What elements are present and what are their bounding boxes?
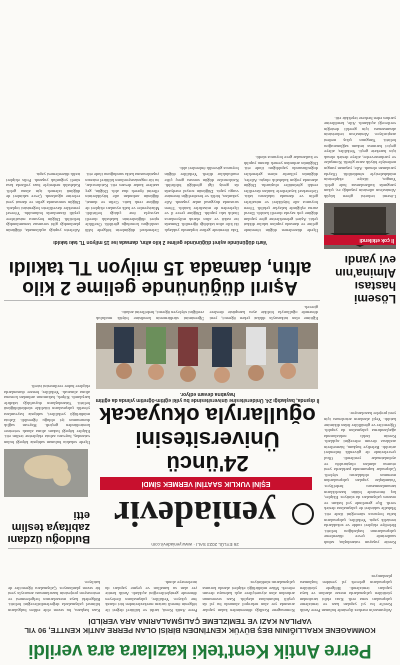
body-text-column: İlçede sokakta bulunan sahipsiz köpeği bulan vatandaş, hayvanı zabıta ekiplerine teslim etti. Ekipler köpeği bakım altına alarak veteriner kontrolünden geçirdi. Hayvan sağlık durumunun iyi olduğu öğrenildi. Zabıta müdürlüğü yetkilileri, sahipsiz hayvanlara yönelik çalışmaların titizlikle sürdürüldüğünü belirtti. Vatandaşların duyarlılığı takdirle karşılandı. Köpek, bakımının ardından koruma altına alınacak. Yetkililer, benzer durumlarda ekiplere haber verilmesini istedi. [4, 384, 90, 445]
dog-photo-image [4, 449, 88, 497]
top-headline: Perre Antik Kent'teki kazılara ara verildi [28, 640, 372, 661]
masthead-logo-icon [292, 503, 314, 525]
body-text-column: Takı töreninde geline toplamda yaklaşık iki kilo altın takıldığı öğrenildi. Damada ise nakit ve altın olarak milyonlarca liralık takı yapıldı. Düğüne çevre il ve ilçelerden de misafirler katıldı. Tören sırasında duygusal anlar yaşandı. Aile yakınları, birlik ve beraberliğin önemine vurgu yaptı. Düğünün sosyal medyada da geniş ilgi gördüğü bildirildi. Katılımcılar düğün sonrası genç çifte mutluluklar diledi. Yetkililer düğün boyunca güvenlik önlemleri aldı. [164, 166, 239, 233]
right-side-photo [4, 449, 88, 497]
body-text-column: Perre Antik Kenti, tarihi ve kültürel değeri ile bölgenin önemli turizm merkezlerinden biri olarak öne çıkıyor. Yetkililer, çalışmaların ilerleyen dönemde genişletileceğini açıkladı. Antik kentte yer alan su kanalları ve çeşme yapıları da incelemeye alındı. [105, 580, 198, 613]
right-column-text [4, 305, 90, 445]
main-story-columns [96, 301, 318, 321]
body-text-column: Kazı başkanı, bu sezon elde edilen bulguların bilimsel çalışmalarla değerlendirileceğini belirtti. Bölgedeki kaya mezarlarının belgelenmesi ve restorasyon projesinin hazırlanması amacıyla yeni bir sezon planlanıyor. Çalışmalara öğrenciler de katılıyor. [8, 580, 101, 613]
main-story-photo [96, 323, 318, 389]
main-headline [95, 403, 320, 475]
second-headline [0, 257, 320, 297]
body-text-column: Eğitime olan tutkusuyla dikkat çeken öğrenci, yeni dönemde oğullarıyla birlikte aynı kampüste derslere girecek. [209, 304, 318, 321]
main-headline-line-1: 24'üncü [166, 451, 249, 476]
main-headline-line-3: oğullarıyla okuyacak [99, 403, 316, 428]
masthead-date: 26 EYLÜL 2023 SALI · www.yeniadevir.com [151, 542, 239, 547]
body-text-column: Adıyaman'ın merkez ilçesinde bulunan Perre Antik Kent'te bu yıl yapılan kazı ve temizleme çalışmaları sona erdi. Kazı ekibi tarafından yürütülen çalışmalarda mezar alanları ve kaya yapıları temizlendi. Bölgede yürütülen çalışmaların gelecek yıl yeniden başlaması planlanıyor. [299, 574, 392, 613]
divider-line [4, 300, 320, 301]
top-story-columns [8, 551, 392, 613]
left-column-story-1 [324, 310, 396, 545]
body-text-column: İlçede düzenlenen düğün töreninde geline ve damada yapılan takılar dikkat çekti. Aşiret geleneklerine göre yapılan düğüne çok sayıda davetli katıldı. Davul zurna eşliğinde halaylar çekildi. Tören boyunca aile büyükleri ve misafirler gelin ve damada takılarını taktı. Geleneksel kıyafetlerle katılan davetliler renkli görüntüler oluşturdu. Düğün alanında yoğun kalabalık oluştu. Aileler, düğünün yıllardır süren gelenekler doğrultusunda yapıldığını ifade etti. Düğünün ardından yemek ikramı yapıldı ve kutlamalar gece boyunca sürdü. [243, 155, 318, 233]
left-column-story-2 [324, 5, 396, 305]
family-photo-image [96, 323, 318, 389]
left-callout: İl çok etkilendi [324, 235, 396, 245]
body-text-column: Kentte yaşayan vatandaşlar, sabah saatlerinde çevre düzenleme çalışmalarının başladığını belirtti. Belediye ekipleri cadde ve sokaklarda temizlik yaptı. Yetkililer, çalışmaların hafta boyunca süreceğini ifade etti. Mahalle sakinleri de çalışmalara destek verdi. İlçe genelinde yol bakım ve onarım çalışmaları da sürüyor. Ekipler, kış öncesinde bütün hazırlıkların tamamlanmasını hedefliyor. Vatandaşlar yapılan çalışmalardan memnun olduklarını söyledi. Çalışmalar kapsamında parklarda yeni oturma alanları oluşturuldu ve aydınlatmalar yenilendi. Okul çevrelerinde de güvenlik önlemleri artırıldı. Belediye başkanı, hizmetlerin aralıksız devam edeceğini açıkladı. Kentin farklı noktalarında ağaçlandırma çalışmaları da yapıldı. Öğrenciler ve gönüllüler fidan dikimine katıldı. Yeşil alanların artırılması için yeni projeler hazırlanıyor. [324, 411, 396, 545]
right-column-story [4, 500, 90, 545]
body-text-column: Ailelerin yaptığı açıklamada, düğünün planlandığı gibi sorunsuz tamamlandığı belirtildi. Düğün boyunca misafirlere çeşitli ikramlarda bulunuldu. Yöresel yemekler davetlilerin beğenisini topladı. Düğün sonrasında gelin ve damat yeni evlerine uğurlandı. Çevre sakinleri de düğünü izlemek için alana geldi. Kalabalık nedeniyle bazı yollarda kısa süreli yoğunluk yaşandı. Polis ekipleri trafik düzenlemesi yaptı. [6, 172, 81, 233]
body-text-column: Kommagene Krallığı döneminden kalan yapılar arasında yer alan nekropol alanında bu yıl da çeşitli buluntulara ulaşıldı. Kazı sezonunun ardından alan ziyaretçilere açık kalmaya devam edecek. Müze müdürlüğü ekipleri alanda koruma çalışmalarını sürdürüyor. [202, 580, 295, 613]
second-story-columns [6, 5, 318, 233]
body-text-column: Öğrenimini sürdürmenin kendisine büyük mutluluk verdiğini söyleyen öğrenci, hedeflerini anlattı. [96, 310, 205, 321]
masthead-title: yeniadevir [114, 494, 276, 534]
main-headline-line-2: Üniversitesini [135, 427, 280, 452]
divider-line [8, 548, 392, 549]
second-headline-line-2: altın, damada 15 milyon TL takıldı [8, 257, 312, 278]
left-side-headline: Lösemi hastası Almina'nın evi yandı [335, 253, 396, 306]
second-headline-line-1: Aşırıl düğününde gelime 2 kilo [22, 277, 298, 298]
body-text-column: Geleneksel düğünlerin bölgede hâlâ canlılığını koruduğu görüldü. Özellikle aşiret düğünlerinin kalabalık davetli sayısıyla öne çıktığı belirtildi. Müzisyenler ve halk oyunları ekipleri de düğüne renk kattı. Gelin ve damat, düğünün ardından aile büyüklerinin ellerini öperek dua aldı. Düğün, geç saatlere kadar devam etti. Katılımcılar, bu tür organizasyonların kültürel mirasın yaşatılmasına katkı sunduğunu ifade etti. [85, 172, 160, 233]
top-kicker: KOMMAGENE KRALLIĞININ BEŞ BÜYÜK KENTİNDEN BİRİSİ OLAN PERRE ANTİK KENTTE, 90 YIL VAPILAN KAZI VE TEMİZLEME ÇALIŞMALARINA ARA VERİLDİ [24, 617, 376, 635]
body-text-column: Lösemi tedavisi gören küçük Almina'nın ailesinin yaşadığı ev, çıkan yangında kullanılamaz hale geldi. Yangın, itfaiye ekiplerinin müdahalesiyle söndürüldü. Olayda yaralanan olmadı. Aile, yaşanan yangın nedeniyle büyük zarar gördü. Komşular ve yardımseverler, aileye destek olmak için harekete geçti. Yetkililer, aileye geçici barınma imkanı sağlanacağını belirtti. Yangının çıkış nedeni araştırılıyor. Almina'nın tedavisinin aksamaması için gerekli desteğin verileceği açıklandı. Aile, kendilerine yardım eden herkese teşekkür etti. [324, 115, 396, 199]
second-subheadline: Vartı düğününde aşiret düğününde gelime 2 kilo altın, damada ise 15 milyon TL takı takıldı [53, 239, 267, 245]
main-subheadline: İl dışında, başladığı 24. Ünidersitesine üniversitesinde bu yılki eğitim-öğretim yılında da eğitim hayatına devam ediyor. [95, 391, 320, 403]
main-story-banner: EŞİNİ VUKLIK SAATİNİ VERMEK SİMDİ [100, 477, 312, 490]
right-side-headline: Buldoğu üzdanı zabitaya teslim etti [7, 509, 90, 545]
